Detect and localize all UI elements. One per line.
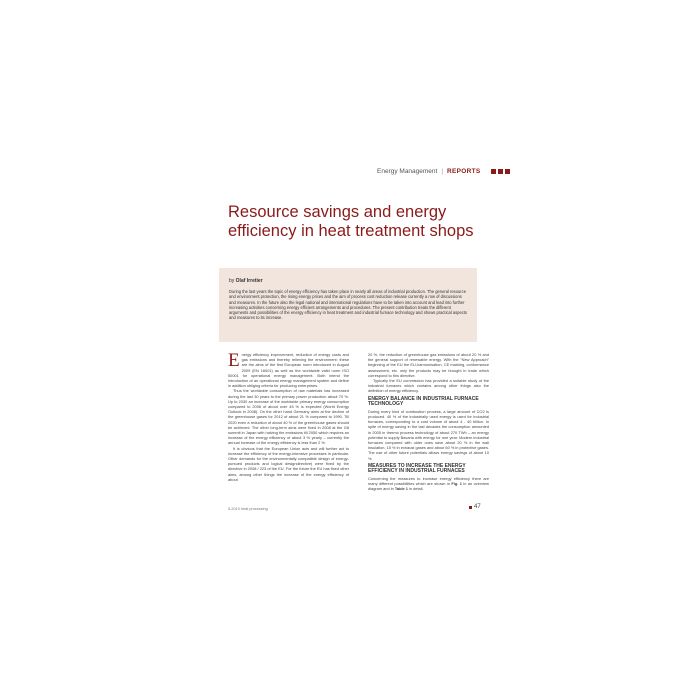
footer-journal: 5-2010 heat processing	[228, 507, 268, 511]
abstract-box	[219, 268, 477, 342]
paragraph: Thus the worldwide consumption of raw materials has increased during the last 30 years to the primary power production about 70 %. Up to 2030 an increase of the worldwide primary energy consumption compared to 2006 of about over 45 % is expected (World Energy Outlook in 2008). On the other hand Germany aims at the decline of the greenhouse gases for 2012 of about 21 % compared to 1990. Till 2020 even a reduction of about 40 % of the greenhouse gases should be achieved. The other long-term aims were fixed in 2008 at the G8 summit in Japan with halving the emissions till 2050 which requires an increase of the energy efficiency of about 3 % yearly – currently the annual increase of the energy efficiency is less than 2 %.	[228, 388, 349, 446]
paragraph: Concerning the measures to increase energy efficiency there are many different possibilities which are shown in Fig. 1 in an overview diagram and in Table 1 in detail.	[368, 476, 489, 492]
section-heading: ENERGY BALANCE IN INDUSTRIAL FURNACE TECHNOLOGY	[368, 395, 479, 408]
header-squares	[491, 169, 510, 174]
header-category: REPORTS	[447, 168, 481, 175]
abstract-text: During the last years the topic of energy efficiency has taken place in nearly all areas of industrial production. The general resource and environment protection, the rising energy prices and the aim of process cost reduction release currently a row of discussions and measures. In the future also the legal national and international regulations have to be taken into account and lead into further increasing activities concerning energy efficient arrangements and procedures. The present contribution treats the different arguments and possibilities of the energy efficiency in heat treatment and industrial furnace technology and shows practical aspects and measures to its increase.	[229, 289, 467, 321]
author-line	[229, 278, 467, 284]
paragraph: It is obvious that the European Union acts and will further act to increase the efficiency of the energy-intensive processes in particular. Other demands for the environmentally compatible design of energy-pursued products and logical designdirective) were fixed by the directive in 2008 / 223 of the EU. For the future the EU has fixed other aims, among other things the increase of the energy efficiency of about	[228, 445, 349, 482]
header-separator: |	[441, 168, 444, 175]
page-marker	[469, 506, 472, 509]
paragraph: 20 %, the reduction of greenhouse gas emissions of about 20 % and the general support of renewable energy. With the "New Approach" beginning of the EU the EU-harmonisation, CE marking, conformance assessment, etc. only the products may be brought in trade which correspond to this directive.	[368, 352, 489, 378]
paragraph: Typically the EU commission has provided a suitable study of the industrial furnaces which contains among other things also the definition of energy efficiency.	[368, 378, 489, 394]
table-reference: Table 1	[394, 486, 408, 492]
section-heading: MEASURES TO INCREASE THE ENERGY EFFICIENCY IN INDUSTRIAL FURNACES	[368, 462, 466, 475]
header-section: Energy Management	[377, 168, 438, 175]
drop-cap: E	[228, 350, 240, 371]
body-column-1	[228, 352, 349, 482]
article-title: Resource savings and energy efficiency in heat treatment shops	[228, 203, 474, 240]
page-number: 47	[469, 504, 481, 510]
running-header	[377, 168, 510, 175]
body-column-2	[368, 352, 489, 492]
figure-reference: Fig. 1	[451, 481, 462, 487]
paragraph: During every kind of combustion process, a large amount of CO2 is produced. 40 % of the industrially used energy is used for industrial furnaces, corresponding to a cost volume of about 4 - 40 billion. In spite of energy saving in the last decades the consumption amounted in 2005 in thermo process technology of about 270 TWh – an energy potential to supply Bavaria with energy for one year. Modern industrial furnaces compared with older ones save about 20 % in the wall insulation, 15 % in exhaust gases and about 60 % in protective gases. The use of other future potentials allows energy savings of about 10 %.	[368, 408, 489, 461]
author-prefix: by	[229, 278, 235, 284]
paragraph: Energy efficiency improvement, reduction of energy costs and gas emissions and thereby relieving the environment: these are the aims of the first European norm introduced in August 2009 (EN 16001) as well as the worldwide valid norm ISO 50001 for operational energy management. Both intend the introduction of an operational energy management system and define in addition obliging criteria for producing enterprises.	[228, 350, 349, 389]
author-name: Olaf Irretier	[235, 278, 263, 284]
